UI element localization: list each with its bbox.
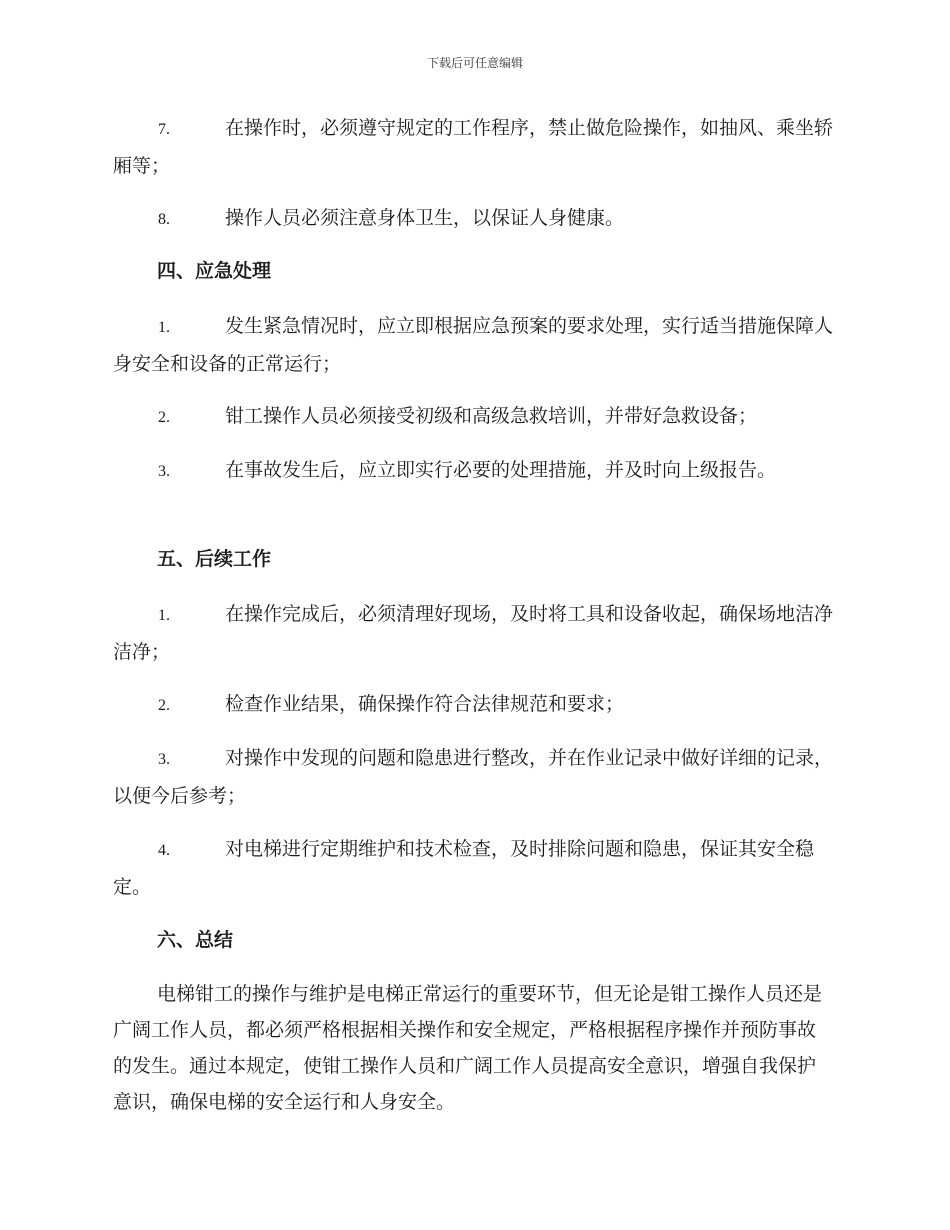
- item-number: 8.: [158, 211, 170, 228]
- item-text: 操作人员必须注意身体卫生，以保证人身健康。: [225, 207, 625, 229]
- list-item: [113, 200, 833, 238]
- list-item: [113, 452, 833, 490]
- item-text: 在操作完成后，必须清理好现场，及时将工具和设备收起，确保场地洁净洁净；: [113, 603, 834, 663]
- section-heading: 四、应急处理: [157, 260, 272, 282]
- list-item: [113, 110, 833, 184]
- item-text: 钳工操作人员必须接受初级和高级急救培训，并带好急救设备；: [225, 405, 758, 427]
- list-item: [113, 308, 833, 382]
- list-item: [113, 831, 833, 905]
- item-number: 4.: [158, 842, 170, 859]
- list-item: [113, 740, 833, 814]
- summary-paragraph: 电梯钳工的操作与维护是电梯正常运行的重要环节，但无论是钳工操作人员还是广阔工作人员，都必须严格根据相关操作和安全规定，严格根据程序操作并预防事故的发生。通过本规定，使钳工操作人员和广阔工作人员提高安全意识，增强自我保护意识，确保电梯的安全运行和人身安全。: [113, 983, 823, 1113]
- item-number: 2.: [158, 409, 170, 426]
- item-text: 对电梯进行定期维护和技术检查，及时排除问题和隐患，保证其安全稳定。: [113, 838, 815, 898]
- item-text: 对操作中发现的问题和隐患进行整改，并在作业记录中做好详细的记录，以便今后参考；: [113, 747, 834, 807]
- item-number: 1.: [158, 607, 170, 624]
- section-heading: 五、后续工作: [157, 548, 272, 570]
- list-item: [113, 686, 833, 724]
- item-text: 在操作时，必须遵守规定的工作程序，禁止做危险操作，如抽风、乘坐轿厢等；: [113, 117, 834, 177]
- item-number: 1.: [158, 319, 170, 336]
- list-item: [113, 398, 833, 436]
- section-heading: 六、总结: [157, 929, 234, 951]
- item-number: 7.: [158, 121, 170, 138]
- item-number: 3.: [158, 463, 170, 480]
- item-text: 发生紧急情况时，应立即根据应急预案的要求处理，实行适当措施保障人身安全和设备的正常运行；: [113, 315, 834, 375]
- list-item: [113, 596, 833, 670]
- item-number: 3.: [158, 751, 170, 768]
- item-number: 2.: [158, 697, 170, 714]
- item-text: 在事故发生后，应立即实行必要的处理措施，并及时向上级报告。: [225, 459, 777, 481]
- item-text: 检查作业结果，确保操作符合法律规范和要求；: [225, 693, 625, 715]
- page-header: 下载后可任意编辑: [426, 56, 523, 70]
